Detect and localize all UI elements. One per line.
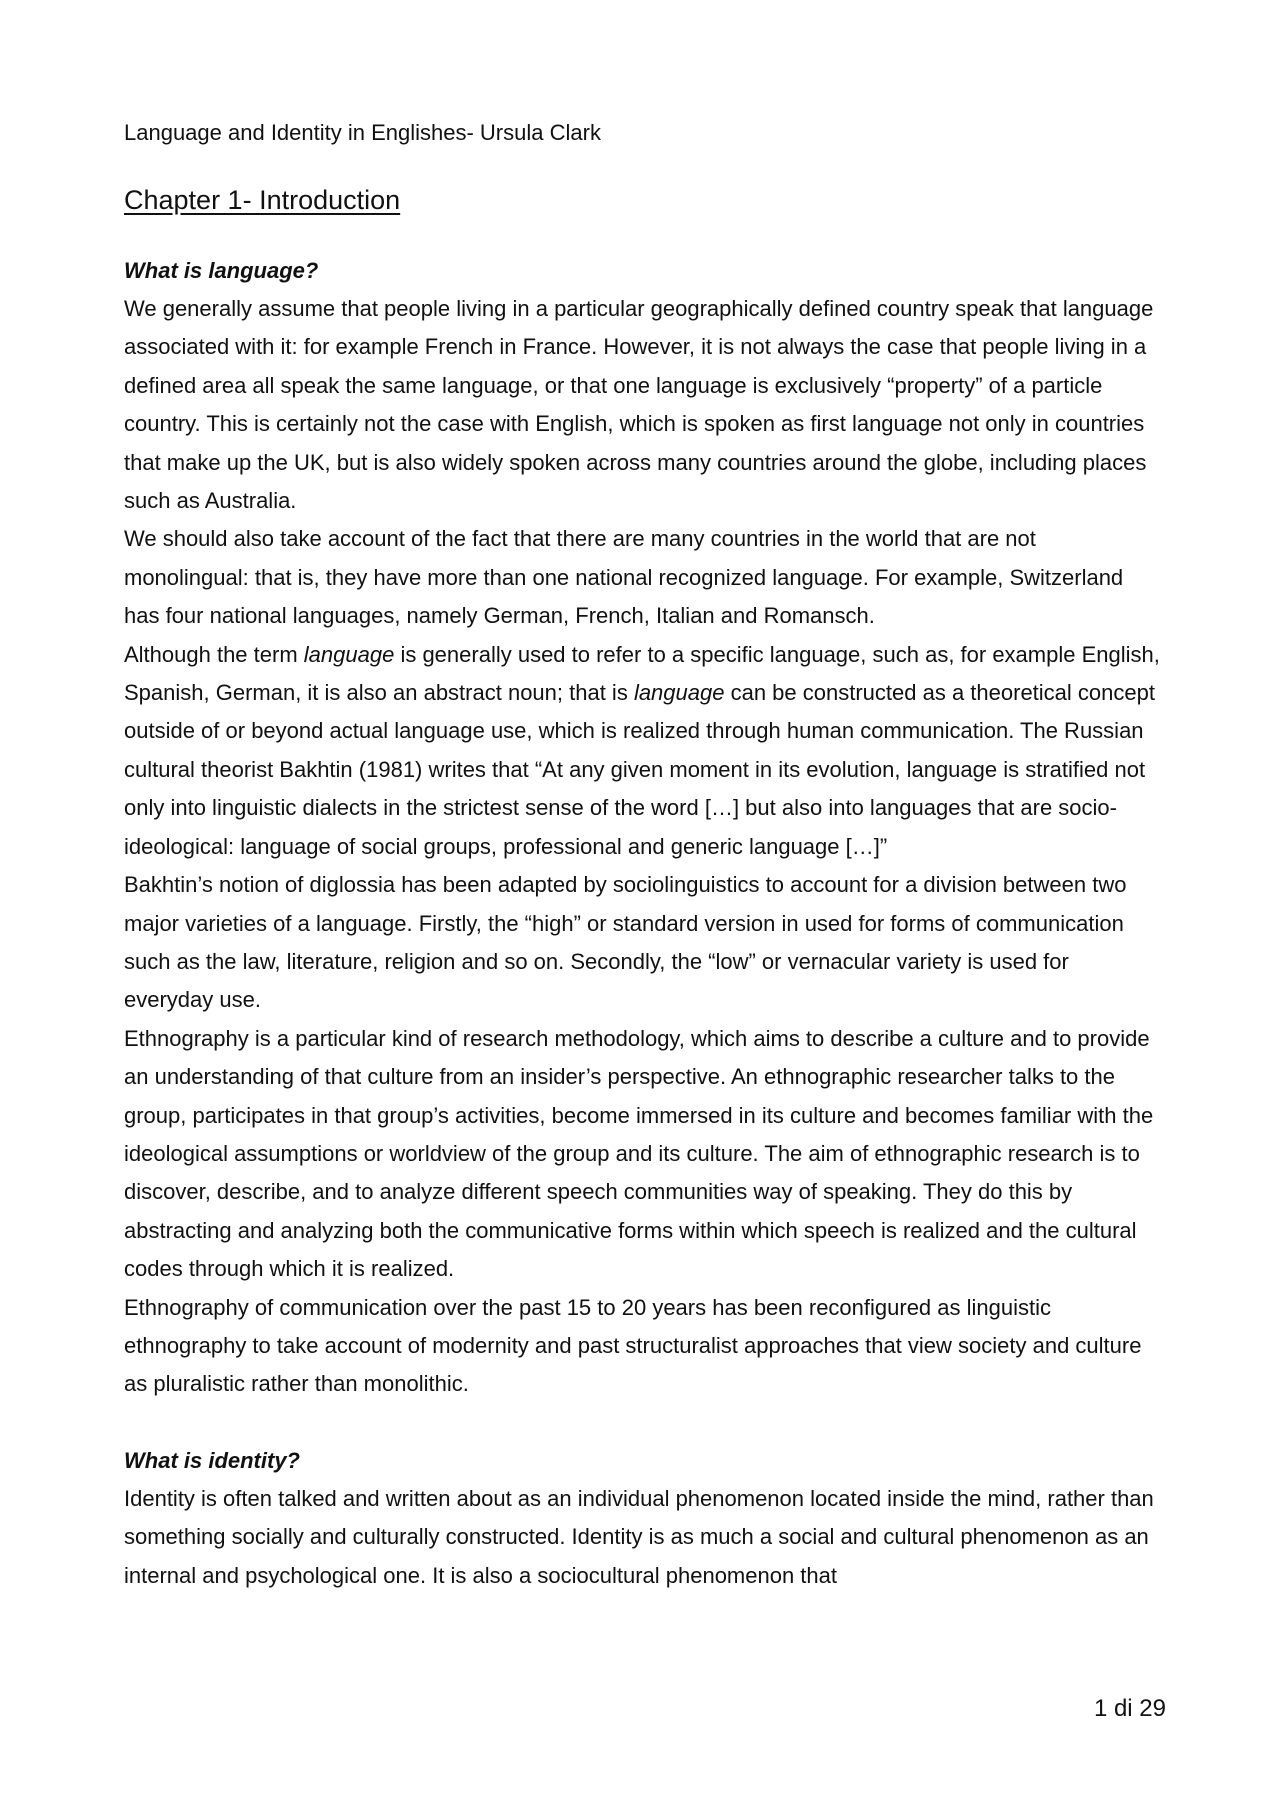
section-heading-language: What is language? — [124, 258, 319, 283]
paragraph: We should also take account of the fact that there are many countries in the world that are not monolingual: that is, they have more than one national recognized language. For example, Switzerland has four national languages, namely German, French, Italian and Romansch. — [124, 526, 1124, 629]
section-heading-identity: What is identity? — [124, 1447, 300, 1473]
paragraph: Ethnography of communication over the past 15 to 20 years has been reconfigured as linguistic ethnography to take account of modernity and past structuralist approaches that view society and culture as pluralistic rather than monolithic. — [124, 1294, 1142, 1397]
page-number: 1 di 29 — [1093, 1695, 1166, 1722]
paragraph-text: is generally used to refer to a specific language, such as, for example English, Spanish, German, it is also an abstract noun; that is — [124, 641, 1160, 706]
paragraph — [124, 636, 1164, 866]
paragraph: Bakhtin’s notion of diglossia has been adapted by sociolinguistics to account for a division between two major varieties of a language. Firstly, the “high” or standard version in used for forms of communication such as the law, literature, religion and so on. Secondly, the “low” or vernacular variety is used for everyday use. — [124, 872, 1127, 1013]
paragraph: We generally assume that people living in a particular geographically defined country speak that language associated with it: for example French in France. However, it is not always the case that people living in a defined area all speak the same language, or that one language is exclusively “property” of a particle country. This is certainly not the case with English, which is spoken as first language not only in countries that make up the UK, but is also widely spoken across many countries around the globe, including places such as Australia. — [124, 296, 1154, 514]
paragraph: Identity is often talked and written about as an individual phenomenon located inside the mind, rather than something socially and culturally constructed. Identity is as much a social and cultural phenomenon as an internal and psychological one. It is also a sociocultural phenomenon that — [124, 1485, 1154, 1588]
paragraph-text: can be constructed as a theoretical concept outside of or beyond actual language use, which is realized through human communication. The Russian cultural theorist Bakhtin (1981) writes that “At any given moment in its evolution, language is stratified not only into linguistic dialects in the strictest sense of the word […] but also into languages that are socio-ideological: language of social groups, professional and generic language […]” — [124, 680, 1155, 859]
document-title: Language and Identity in Englishes- Ursula Clark — [124, 120, 601, 145]
emphasis-term: language — [633, 680, 725, 706]
emphasis-term: language — [303, 641, 395, 667]
chapter-title: Chapter 1- Introduction — [124, 185, 401, 215]
paragraph: Ethnography is a particular kind of research methodology, which aims to describe a culture and to provide an understanding of that culture from an insider’s perspective. An ethnographic researcher talks to the group, participates in that group’s activities, become immersed in its culture and becomes familiar with the ideological assumptions or worldview of the group and its culture. The aim of ethnographic research is to discover, describe, and to analyze different speech communities way of speaking. They do this by abstracting and analyzing both the communicative forms within which speech is realized and the cultural codes through which it is realized. — [124, 1025, 1154, 1282]
paragraph-text: Although the term — [124, 641, 304, 667]
document-page — [124, 118, 1164, 1595]
